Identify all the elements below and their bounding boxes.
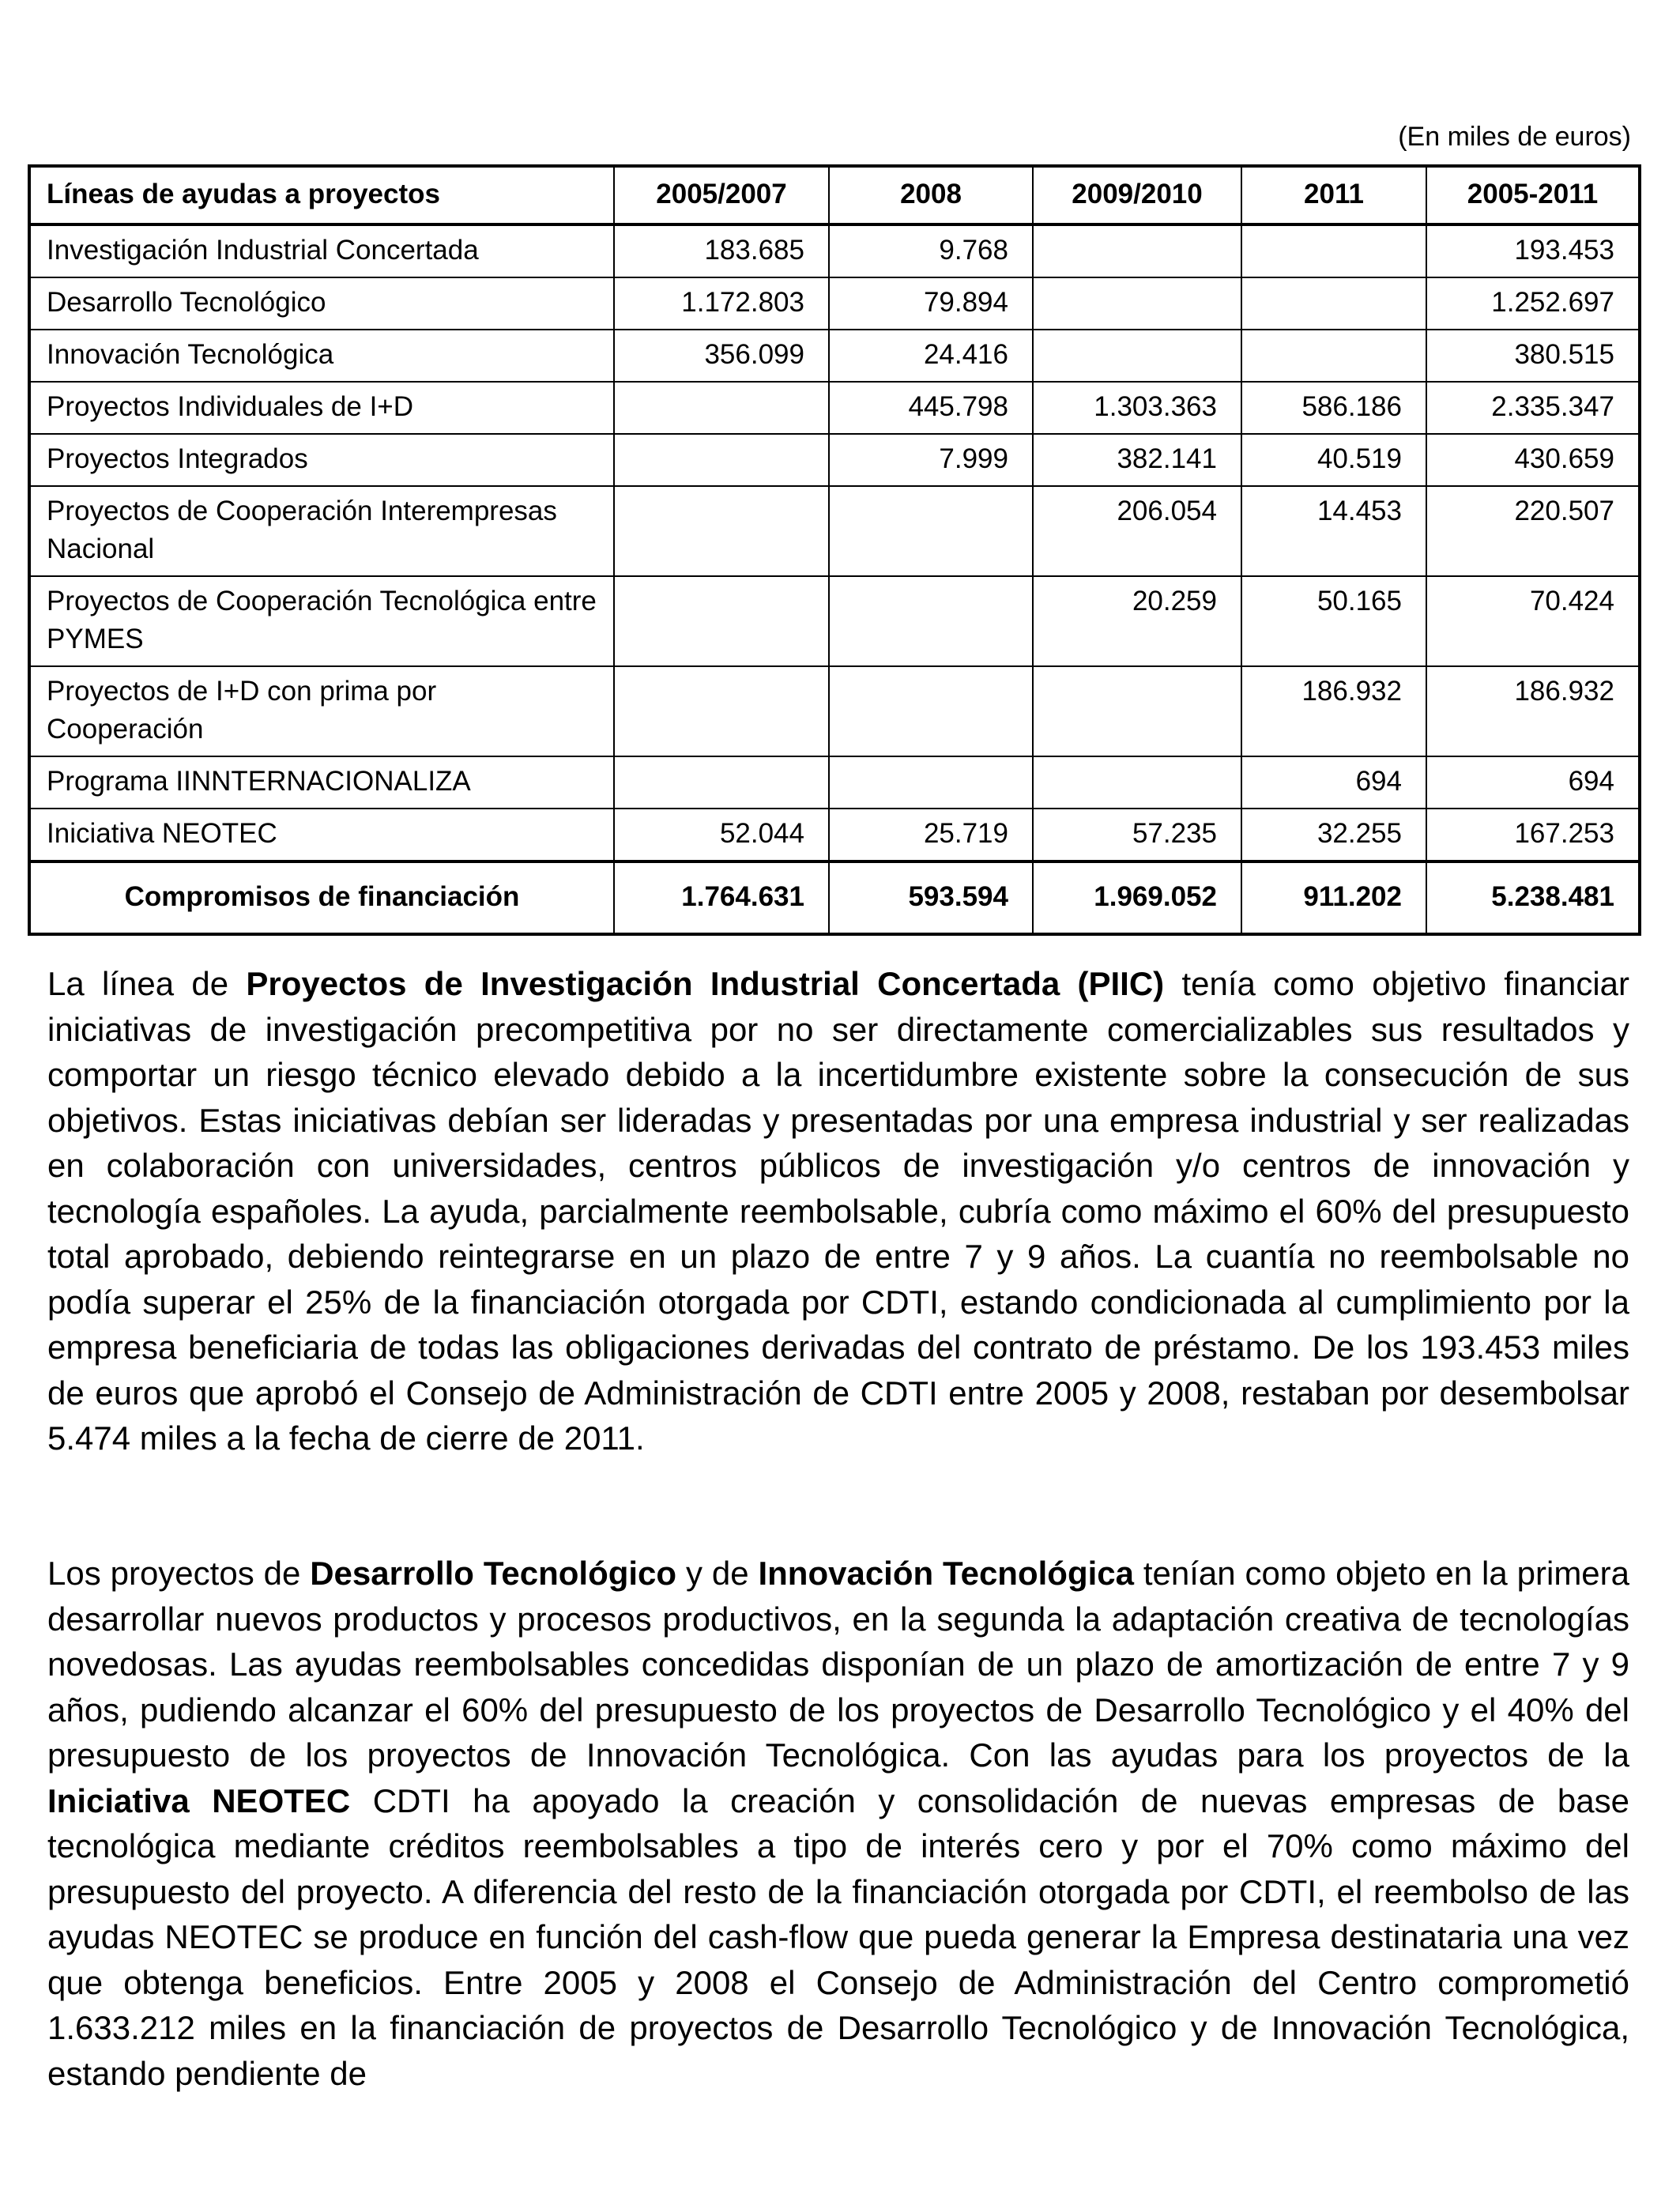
table-cell: 193.453 — [1426, 224, 1640, 277]
paragraph-emphasis: Desarrollo Tecnológico — [310, 1555, 677, 1592]
total-cell: 593.594 — [829, 861, 1033, 934]
table-cell — [1241, 330, 1426, 382]
paragraph-text: La línea de — [47, 965, 247, 1002]
table-cell: 1.303.363 — [1033, 382, 1241, 434]
aid-lines-table — [28, 164, 1641, 936]
table-cell: 20.259 — [1033, 576, 1241, 666]
table-cell: 430.659 — [1426, 434, 1640, 486]
table-cell — [1241, 277, 1426, 330]
column-header: 2009/2010 — [1033, 166, 1241, 224]
paragraph-text: Los proyectos de — [47, 1555, 311, 1592]
table-cell: 2.335.347 — [1426, 382, 1640, 434]
table-row — [29, 382, 1640, 434]
table-cell: 586.186 — [1241, 382, 1426, 434]
row-label: Innovación Tecnológica — [29, 330, 614, 382]
table-cell: 356.099 — [614, 330, 829, 382]
column-header: 2008 — [829, 166, 1033, 224]
table-cell: 57.235 — [1033, 809, 1241, 861]
table-cell: 40.519 — [1241, 434, 1426, 486]
table-cell: 9.768 — [829, 224, 1033, 277]
table-cell — [1033, 666, 1241, 756]
table-header-row — [29, 166, 1640, 224]
table-cell: 167.253 — [1426, 809, 1640, 861]
units-note: (En miles de euros) — [1398, 122, 1631, 152]
total-cell: 5.238.481 — [1426, 861, 1640, 934]
table-row — [29, 434, 1640, 486]
table-cell: 32.255 — [1241, 809, 1426, 861]
table-cell — [614, 576, 829, 666]
table-cell: 206.054 — [1033, 486, 1241, 576]
table-cell: 694 — [1426, 756, 1640, 809]
table-cell: 24.416 — [829, 330, 1033, 382]
table-row — [29, 330, 1640, 382]
paragraph-emphasis: Iniciativa NEOTEC — [47, 1781, 351, 1819]
paragraph-piic — [47, 961, 1629, 1461]
table-cell: 1.252.697 — [1426, 277, 1640, 330]
table-cell: 14.453 — [1241, 486, 1426, 576]
table-cell — [614, 382, 829, 434]
total-cell: 1.764.631 — [614, 861, 829, 934]
table-cell — [1033, 330, 1241, 382]
row-label: Proyectos de I+D con prima por Cooperación — [29, 666, 614, 756]
table-cell: 52.044 — [614, 809, 829, 861]
table-cell: 445.798 — [829, 382, 1033, 434]
table-cell: 186.932 — [1426, 666, 1640, 756]
paragraph-text: tenía como objetivo financiar iniciativas de investigación precompetitiva por no ser directamente comercializables sus resultados y comportar un riesgo técnico elevado debido a la incertidumbre existente sobre la consecución de sus objetivos. Estas iniciativas debían ser lideradas y presentadas por una empresa industrial y ser realizadas en colaboración con universidades, centros públicos de investigación y/o centros de innovación y tecnología españoles. La ayuda, parcialmente reembolsable, cubría como máximo el 60% del presupuesto total aprobado, debiendo reintegrarse en un plazo de entre 7 y 9 años. La cuantía no reembolsable no podía superar el 25% de la financiación otorgada por CDTI, estando condicionada al cumplimiento por la empresa beneficiaria de todas las obligaciones derivadas del contrato de préstamo. De los 193.453 miles de euros que aprobó el Consejo de Administración de CDTI entre 2005 y 2008, restaban por desembolsar 5.474 miles a la fecha de cierre de 2011. — [47, 965, 1630, 1457]
column-header: 2005/2007 — [614, 166, 829, 224]
table-cell — [829, 486, 1033, 576]
paragraph-emphasis: Innovación Tecnológica — [758, 1555, 1134, 1592]
table-cell — [1033, 224, 1241, 277]
total-cell: 911.202 — [1241, 861, 1426, 934]
table-cell: 220.507 — [1426, 486, 1640, 576]
table-total-row — [29, 861, 1640, 934]
table-cell: 70.424 — [1426, 576, 1640, 666]
table-row — [29, 756, 1640, 809]
table-cell — [614, 434, 829, 486]
column-header: 2011 — [1241, 166, 1426, 224]
row-label: Desarrollo Tecnológico — [29, 277, 614, 330]
table-row — [29, 277, 1640, 330]
row-label: Proyectos Individuales de I+D — [29, 382, 614, 434]
table-cell: 1.172.803 — [614, 277, 829, 330]
table-row — [29, 224, 1640, 277]
table-cell — [614, 756, 829, 809]
paragraph-text: CDTI ha apoyado la creación y consolidación de nuevas empresas de base tecnológica mediante créditos reembolsables a tipo de interés cero y por el 70% como máximo del presupuesto del proyecto. A diferencia del resto de la financiación otorgada por CDTI, el reembolso de las ayudas NEOTEC se produce en función del cash-flow que pueda generar la Empresa destinataria una vez que obtenga beneficios. Entre 2005 y 2008 el Consejo de Administración del Centro comprometió 1.633.212 miles en la financiación de proyectos de Desarrollo Tecnológico y de Innovación Tecnológica, estando pendiente de — [47, 1781, 1629, 2092]
table-cell: 694 — [1241, 756, 1426, 809]
table-cell — [1033, 756, 1241, 809]
row-label: Programa IINNTERNACIONALIZA — [29, 756, 614, 809]
table-cell — [614, 666, 829, 756]
paragraph-desarrollo-innovacion — [47, 1551, 1629, 2096]
table-cell: 7.999 — [829, 434, 1033, 486]
table-cell: 380.515 — [1426, 330, 1640, 382]
table-cell — [1241, 224, 1426, 277]
table-cell — [829, 576, 1033, 666]
table-cell — [829, 666, 1033, 756]
row-label: Investigación Industrial Concertada — [29, 224, 614, 277]
total-cell: 1.969.052 — [1033, 861, 1241, 934]
column-header: 2005-2011 — [1426, 166, 1640, 224]
table-cell: 183.685 — [614, 224, 829, 277]
paragraph-text: tenían como objeto en la primera desarrollar nuevos productos y procesos productivos, en la segunda la adaptación creativa de tecnologías novedosas. Las ayudas reembolsables concedidas disponían de un plazo de amortización de entre 7 y 9 años, pudiendo alcanzar el 60% del presupuesto de los proyectos de Desarrollo Tecnológico y el 40% del presupuesto de los proyectos de Innovación Tecnológica. Con las ayudas para los proyectos de la — [47, 1555, 1630, 1774]
row-label: Proyectos de Cooperación Interempresas Nacional — [29, 486, 614, 576]
row-label: Proyectos de Cooperación Tecnológica entre PYMES — [29, 576, 614, 666]
row-label: Proyectos Integrados — [29, 434, 614, 486]
row-label: Iniciativa NEOTEC — [29, 809, 614, 861]
table-cell: 382.141 — [1033, 434, 1241, 486]
table-row — [29, 576, 1640, 666]
table-cell — [829, 756, 1033, 809]
table-row — [29, 809, 1640, 861]
table-cell: 25.719 — [829, 809, 1033, 861]
total-label: Compromisos de financiación — [29, 861, 614, 934]
table-row — [29, 666, 1640, 756]
paragraph-emphasis: Proyectos de Investigación Industrial Concertada (PIIC) — [246, 965, 1165, 1002]
table-cell: 186.932 — [1241, 666, 1426, 756]
table-cell: 79.894 — [829, 277, 1033, 330]
table-cell — [614, 486, 829, 576]
table-cell — [1033, 277, 1241, 330]
table-row — [29, 486, 1640, 576]
table-cell: 50.165 — [1241, 576, 1426, 666]
paragraph-text: y de — [676, 1555, 759, 1592]
column-header: Líneas de ayudas a proyectos — [29, 166, 614, 224]
